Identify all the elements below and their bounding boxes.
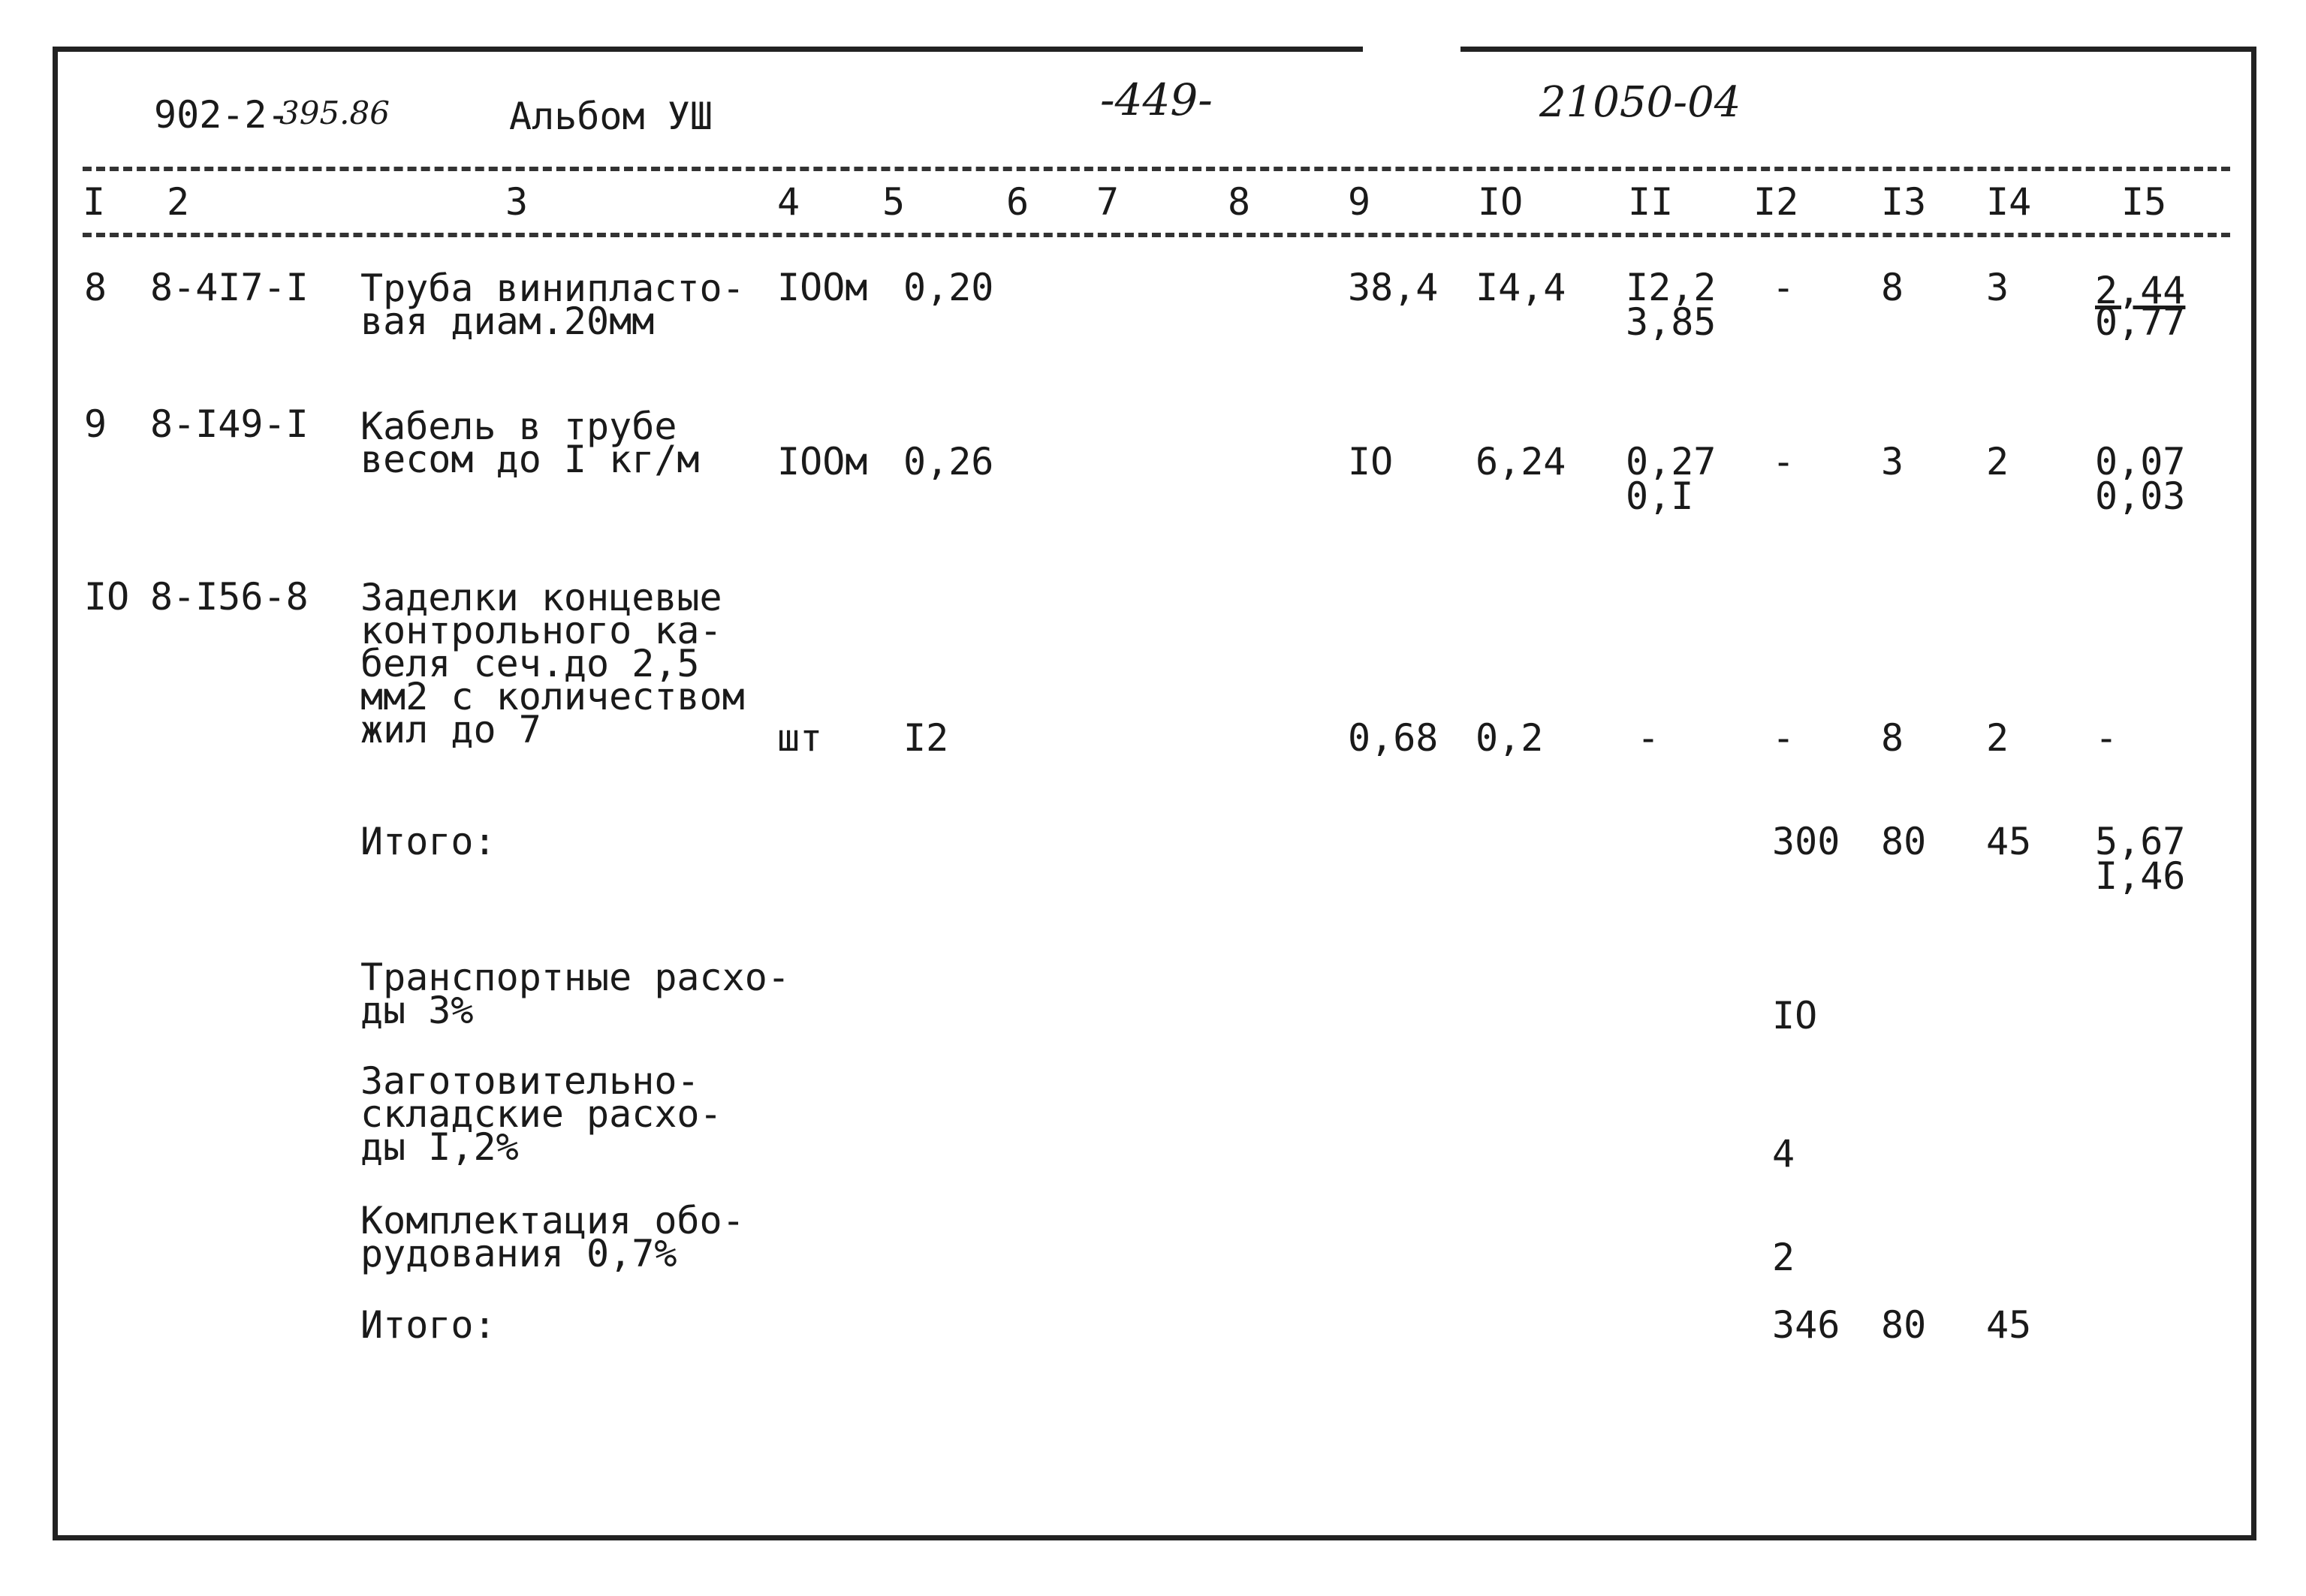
row9-c11-bot: 0,I [1626,474,1694,518]
subtotal-c13: 80 [1881,820,1927,863]
row10-qty: I2 [903,716,949,760]
row9-code: 8-I49-I [150,402,309,446]
row10-num: IO [84,575,130,619]
page-number: -449- [1100,74,1213,125]
total-label: Итого: [360,1303,496,1347]
col-header-15: I5 [2121,180,2167,224]
row10-unit: шт [777,716,823,760]
total-c13: 80 [1881,1303,1927,1347]
col-header-3: 3 [505,180,529,224]
col-header-10: IO [1478,180,1524,224]
row10-c13: 8 [1881,716,1904,760]
row8-c15-top: 2,44 [2095,269,2186,312]
col-header-7: 7 [1096,180,1120,224]
row10-desc: Заделки концевые контрольного ка- беля сеч.до 2,5 мм2 с количеством жил до 7 [360,576,745,751]
row10-c14: 2 [1986,716,2009,760]
row8-c14: 3 [1986,266,2009,309]
subtotal-c14: 45 [1986,820,2032,863]
row10-c10: 0,2 [1476,716,1544,760]
col-header-8: 8 [1228,180,1251,224]
row9-qty: 0,26 [903,440,994,483]
row9-c11-top: 0,27 [1626,440,1717,483]
frame-gap [1363,41,1460,56]
row9-unit: IOOм [777,440,868,483]
row8-c15-bot: 0,77 [2095,300,2186,344]
col-header-13: I3 [1881,180,1927,224]
col-header-5: 5 [882,180,906,224]
doc-code-printed: 902-2- [154,93,290,137]
row8-unit: IOOм [777,266,868,309]
col-header-11: II [1628,180,1674,224]
kit-value: 2 [1772,1236,1795,1279]
row8-desc: Труба винипласто- вая диам.20мм [360,267,745,343]
row9-c10: 6,24 [1476,440,1566,483]
col-header-12: I2 [1753,180,1799,224]
row9-desc: Кабель в трубе весом до I кг/м [360,405,700,481]
row9-c9: IO [1348,440,1394,483]
row9-num: 9 [84,402,107,446]
row10-code: 8-I56-8 [150,575,309,619]
col-header-6: 6 [1006,180,1029,224]
subtotal-c12: 300 [1772,820,1840,863]
row9-c12: - [1772,440,1795,483]
sheet-code: 21050-04 [1539,78,1741,127]
transport-label: Транспортные расхо- ды 3% [360,956,790,1032]
col-header-9: 9 [1348,180,1371,224]
row8-qty: 0,20 [903,266,994,309]
row8-num: 8 [84,266,107,309]
row8-c12: - [1772,266,1795,309]
row8-c13: 8 [1881,266,1904,309]
total-c14: 45 [1986,1303,2032,1347]
transport-value: IO [1772,994,1818,1037]
row10-c15: - [2095,716,2118,760]
row8-c10: I4,4 [1476,266,1566,309]
col-header-4: 4 [777,180,800,224]
subtotal-c15-top: 5,67 [2095,820,2186,863]
row8-code: 8-4I7-I [150,266,309,309]
row9-c14: 2 [1986,440,2009,483]
col-header-1: I [83,180,106,224]
subtotal-c15-bot: I,46 [2095,854,2186,898]
album-label: Альбом УШ [509,95,713,138]
doc-code-handwritten: 395.86 [279,95,390,131]
row8-c9: 38,4 [1348,266,1439,309]
row8-c11-bot: 3,85 [1626,300,1717,344]
row9-c13: 3 [1881,440,1904,483]
warehouse-label: Заготовительно- складские расхо- ды I,2% [360,1059,722,1169]
warehouse-value: 4 [1772,1132,1795,1176]
row9-c15-bot: 0,03 [2095,474,2186,518]
col-header-2: 2 [167,180,190,224]
kit-label: Комплектация обо- рудования 0,7% [360,1199,745,1275]
row10-c12: - [1772,716,1795,760]
row9-c15-top: 0,07 [2095,440,2186,483]
row10-c11: - [1637,716,1660,760]
row10-c9: 0,68 [1348,716,1439,760]
total-c12: 346 [1772,1303,1840,1347]
header-top-rule [83,167,2230,171]
header-bottom-rule [83,233,2230,237]
subtotal-label: Итого: [360,820,496,863]
row8-c11-top: I2,2 [1626,266,1717,309]
col-header-14: I4 [1986,180,2032,224]
